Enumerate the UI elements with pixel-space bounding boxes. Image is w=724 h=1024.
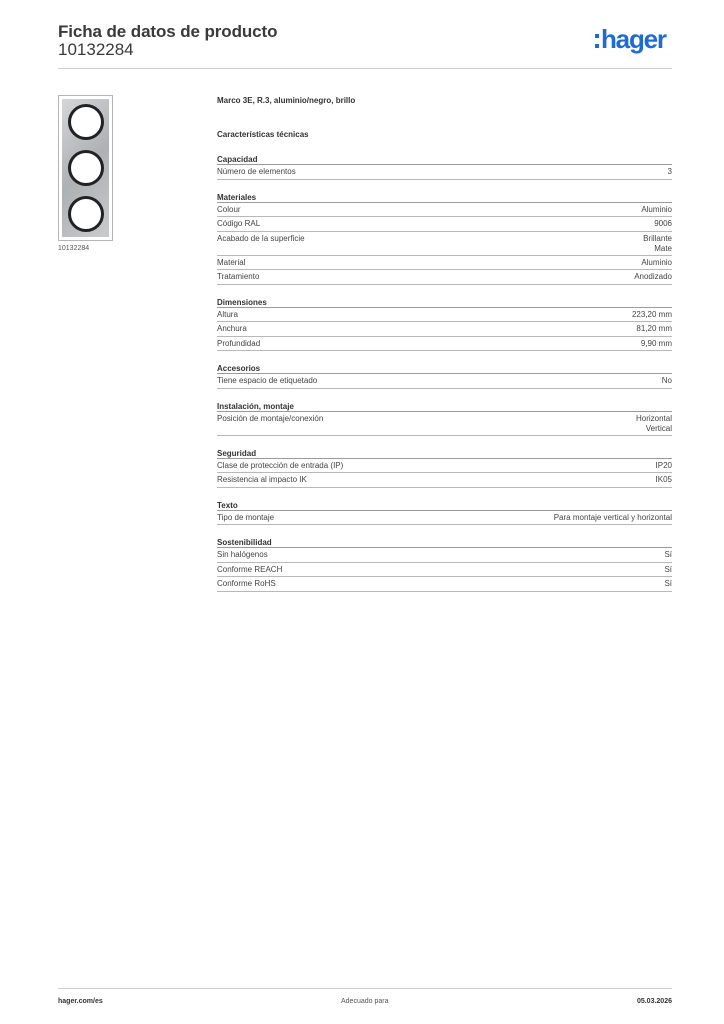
- frame-opening-2: [68, 150, 104, 186]
- spec-label: Conforme RoHS: [217, 579, 276, 588]
- spec-row: [217, 473, 672, 488]
- spec-value-line: Vertical: [645, 424, 672, 433]
- spec-value-line: Anodizado: [634, 272, 672, 281]
- spec-value: [643, 234, 672, 255]
- spec-row: [217, 563, 672, 578]
- section-title: Dimensiones: [217, 297, 672, 308]
- spec-value-line: Horizontal: [635, 413, 672, 423]
- spec-value-line: Sí: [664, 579, 672, 588]
- spec-row: [217, 548, 672, 563]
- spec-label: Tratamiento: [217, 272, 260, 281]
- spec-label: Acabado de la superficie: [217, 233, 305, 243]
- spec-value: [654, 219, 672, 231]
- spec-label: Material: [217, 257, 246, 267]
- footer-center-text: Adecuado para: [341, 998, 389, 1005]
- spec-value: [632, 310, 672, 322]
- frame-plate-graphic: [62, 99, 109, 237]
- spec-value: [554, 513, 672, 525]
- spec-section: [217, 297, 672, 352]
- spec-row: [217, 270, 672, 285]
- spec-value: [636, 414, 672, 435]
- spec-label: Posición de montaje/conexión: [217, 413, 324, 423]
- spec-value-line: Aluminio: [641, 257, 672, 267]
- spec-value-line: 3: [667, 167, 672, 176]
- spec-value-line: 223,20 mm: [631, 309, 672, 319]
- spec-value: [656, 461, 672, 473]
- spec-row: [217, 412, 672, 436]
- spec-value-line: 9006: [654, 219, 672, 228]
- spec-row: [217, 337, 672, 352]
- spec-value: [656, 475, 672, 487]
- spec-label: Conforme REACH: [217, 564, 283, 574]
- spec-row: [217, 203, 672, 218]
- logo-colon-icon: [595, 34, 599, 48]
- section-title: Materiales: [217, 192, 672, 203]
- spec-value-line: Brillante: [643, 233, 672, 243]
- spec-value: [662, 376, 672, 388]
- spec-label: Tipo de montaje: [217, 512, 275, 522]
- spec-section: [217, 154, 672, 180]
- spec-row: [217, 577, 672, 592]
- spec-label: Resistencia al impacto IK: [217, 475, 307, 484]
- spec-value: [664, 565, 672, 577]
- spec-value-line: Sí: [664, 550, 672, 559]
- spec-content: [217, 96, 672, 592]
- section-title: Seguridad: [217, 448, 672, 459]
- product-code: 10132284: [58, 40, 134, 59]
- spec-row: [217, 322, 672, 337]
- section-title: Capacidad: [217, 154, 672, 165]
- section-title: Sostenibilidad: [217, 537, 672, 548]
- spec-section: [217, 448, 672, 488]
- spec-section: [217, 500, 672, 526]
- product-image: [58, 95, 113, 241]
- footer-website[interactable]: hager.com/es: [58, 998, 103, 1005]
- spec-value-line: 9,90 mm: [640, 338, 672, 348]
- spec-label: Profundidad: [217, 338, 261, 348]
- spec-row: [217, 374, 672, 389]
- footer-date: 05.03.2026: [636, 998, 672, 1005]
- spec-row: [217, 232, 672, 256]
- spec-value: [664, 579, 672, 591]
- section-title: Accesorios: [217, 363, 672, 374]
- spec-label: Altura: [217, 309, 238, 319]
- spec-row: [217, 256, 672, 271]
- section-title: Instalación, montaje: [217, 401, 672, 412]
- spec-section: [217, 537, 672, 592]
- spec-label: Número de elementos: [217, 167, 296, 176]
- hager-logo[interactable]: [595, 26, 666, 56]
- spec-section: [217, 363, 672, 389]
- section-title: Texto: [217, 500, 672, 511]
- spec-row: [217, 511, 672, 526]
- spec-value: [664, 550, 672, 562]
- spec-label: Tiene espacio de etiquetado: [217, 376, 318, 385]
- spec-sections: [217, 154, 672, 592]
- spec-value: [636, 324, 672, 336]
- spec-value: [634, 272, 672, 284]
- spec-value-line: Para montaje vertical y horizontal: [553, 512, 672, 522]
- spec-value: [668, 167, 672, 179]
- frame-opening-1: [68, 104, 104, 140]
- spec-label: Anchura: [217, 324, 247, 333]
- spec-section: [217, 192, 672, 285]
- spec-label: Clase de protección de entrada (IP): [217, 460, 344, 470]
- spec-label: Sin halógenos: [217, 550, 268, 559]
- spec-value-line: IK05: [655, 475, 672, 484]
- spec-value-line: IP20: [655, 460, 672, 470]
- spec-label: Código RAL: [217, 219, 261, 228]
- image-caption: 10132284: [58, 245, 90, 252]
- logo-text: hager: [601, 24, 666, 54]
- spec-value: [641, 258, 672, 270]
- spec-value-line: Aluminio: [641, 204, 672, 214]
- spec-section: [217, 401, 672, 436]
- spec-row: [217, 459, 672, 474]
- spec-value-line: 81,20 mm: [636, 324, 672, 333]
- frame-opening-3: [68, 196, 104, 232]
- spec-row: [217, 165, 672, 180]
- spec-value-line: Mate: [654, 244, 672, 253]
- spec-value-line: No: [661, 376, 672, 385]
- spec-row: [217, 308, 672, 323]
- spec-row: [217, 217, 672, 232]
- tech-characteristics-heading: Características técnicas: [217, 130, 309, 139]
- header-divider: [58, 68, 672, 69]
- spec-value: [641, 339, 672, 351]
- spec-value: [641, 205, 672, 217]
- product-name: Marco 3E, R.3, aluminio/negro, brillo: [217, 96, 356, 105]
- footer-divider: [58, 988, 672, 989]
- spec-value-line: Sí: [664, 564, 672, 574]
- document-title: Ficha de datos de producto: [58, 22, 278, 41]
- spec-label: Colour: [217, 204, 241, 214]
